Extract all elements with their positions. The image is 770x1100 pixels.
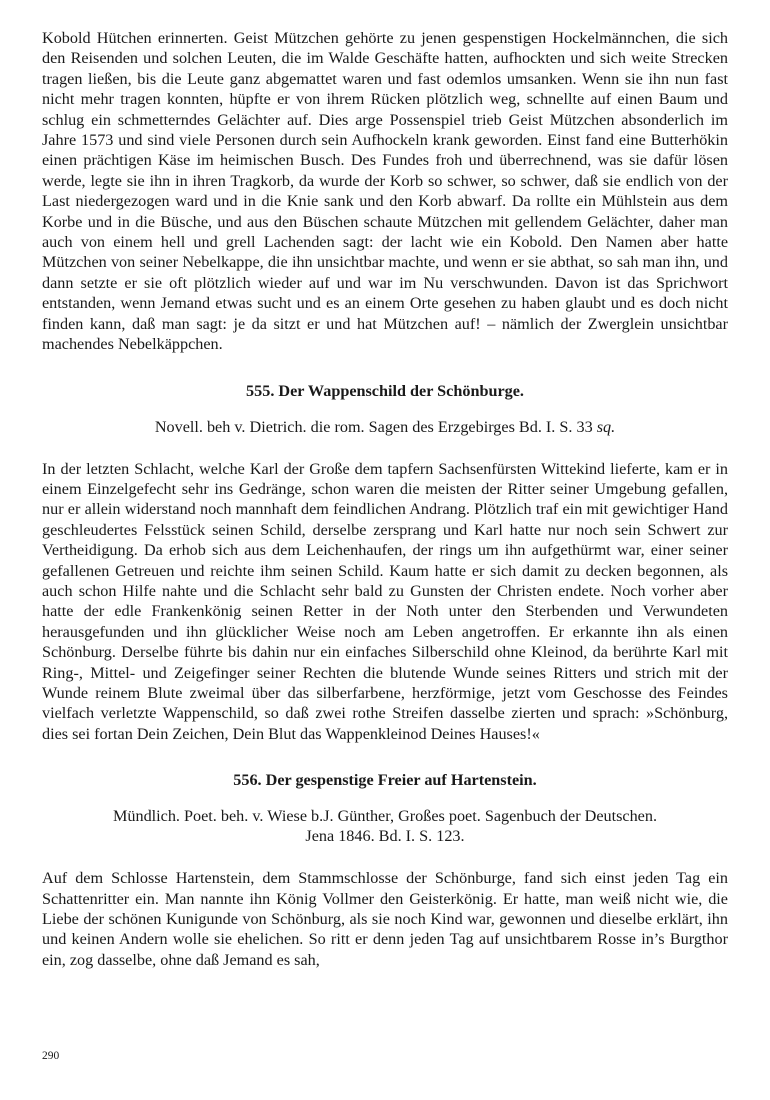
section-555-text: In der letzten Schlacht, welche Karl der Große dem tapfern Sachsenfürsten Wittekind lieferte, kam er in einem Einzelgefecht sehr ins Gedränge, schon waren die meisten der Ritter seiner Umgebung gefallen, nur er allein widerstand noch mannhaft dem feindlichen Andrang. Plötzlich traf ein mit gewichtiger Hand geschleudertes Felsstück seinen Schild, derselbe zersprang und Karl hatte nur noch sein Schwert zur Vertheidigung. Da erhob sich aus dem Leichenhaufen, der rings um ihn aufgethürmt war, einer seiner gefallenen Getreuen und reichte ihm seinen Schild. Kaum hatte er sich damit zu decken begonnen, als auch schon Hilfe nahte und die Schlacht sehr bald zu Gunsten der Christen endete. Noch vorher aber hatte der edle Frankenkönig seinen Retter in der Noth unter den Sterbenden und Verwundeten herausgefunden und ihn glücklicher Weise noch am Leben angetroffen. Er erkannte ihn als einen Schönburg. Derselbe führte bis dahin nur ein einfaches Silberschild ohne Kleinod, da berührte Karl mit Ring-, Mittel- und Zeigefinger seiner Rechten die blutende Wunde seines Ritters und strich mit der Wunde reinem Blute zweimal über das silberfarbene, herzförmige, jetzt vom Geschosse des Feindes vielfach verletzte Wappenschild, so daß zwei rothe Streifen dasselbe zierten und sprach: »Schönburg, dies sei fortan Dein Zeichen, Dein Blut das Wappenkleinod Deines Hauses!«: [42, 459, 728, 743]
page-number: 290: [42, 1050, 60, 1062]
section-556-source-line-2: Jena 1846. Bd. I. S. 123.: [305, 827, 465, 846]
section-555-source-main: Novell. beh v. Dietrich. die rom. Sagen des Erzgebirges Bd. I. S. 33: [154, 417, 597, 436]
section-556-title: 556. Der gespenstige Freier auf Hartenstein.: [233, 771, 537, 790]
section-555-title: 555. Der Wappenschild der Schönburge.: [246, 381, 524, 400]
section-555-source: [42, 417, 728, 437]
section-556-source-line-1: Mündlich. Poet. beh. v. Wiese b.J. Günther, Großes poet. Sagenbuch der Deutschen.: [112, 807, 657, 826]
section-556: [42, 770, 728, 970]
page-body: [42, 28, 728, 970]
section-555-source-italic: sq.: [596, 417, 616, 436]
section-556-source: [42, 806, 728, 846]
intro-paragraph: Kobold Hütchen erinnerten. Geist Mützchen gehörte zu jenen gespenstigen Hockelmännchen, die sich den Reisenden und solchen Leuten, die im Walde Geschäfte hatten, aufhockten und sich weite Strecken tragen ließen, bis die Leute ganz abgemattet waren und fast odemlos umsanken. Wenn sie ihn nun fast nicht mehr tragen konnten, hüpfte er von ihrem Rücken plötzlich weg, schnellte auf einen Baum und schlug ein schmetterndes Gelächter auf. Dies arge Possenspiel trieb Geist Mützchen absonderlich im Jahre 1573 und sind viele Personen durch sein Aufhockeln krank geworden. Einst fand eine Butterhökin einen prächtigen Käse im heimischen Busch. Des Fundes froh und überrechnend, was sie dafür lösen werde, legte sie ihn in ihren Tragkorb, da wurde der Korb so schwer, so schwer, daß sie endlich von der Last niedergezogen ward und in die Knie sank und den Korb abwarf. Da rollte ein Mühlstein aus dem Korbe und in die Büsche, und aus den Büschen schaute Mützchen mit gellendem Gelächter, daher man auch von einem hell und grell Lachenden sagt: der lacht wie ein Kobold. Den Namen aber hatte Mützchen von seiner Nebelkappe, die ihn unsichtbar machte, und wenn er sie abthat, so sah man ihn, und dann setzte er sie oft plötzlich wieder auf und war im Nu verschwunden. Davon ist das Sprichwort entstanden, wenn Jemand etwas sucht und es an einem Orte gesehen zu haben glaubt und es doch nicht finden kann, daß man sagt: je da sitzt er und hat Mützchen auf! – nämlich der Zwerglein unsichtbar machendes Nebelkäppchen.: [42, 29, 728, 354]
section-556-text: Auf dem Schlosse Hartenstein, dem Stammschlosse der Schönburge, fand sich einst jeden Tag ein Schattenritter ein. Man nannte ihn König Vollmer den Geisterkönig. Er hatte, man weiß nicht wie, die Liebe der schönen Kunigunde von Schönburg, als sie noch Kind war, gewonnen und dieselbe erklärt, ihn und keinen Andern wolle sie ehelichen. So ritt er denn jeden Tag auf unsichtbarem Rosse in’s Burgthor ein, zog dasselbe, ohne daß Jemand es sah,: [42, 869, 728, 969]
section-555: [42, 381, 728, 745]
